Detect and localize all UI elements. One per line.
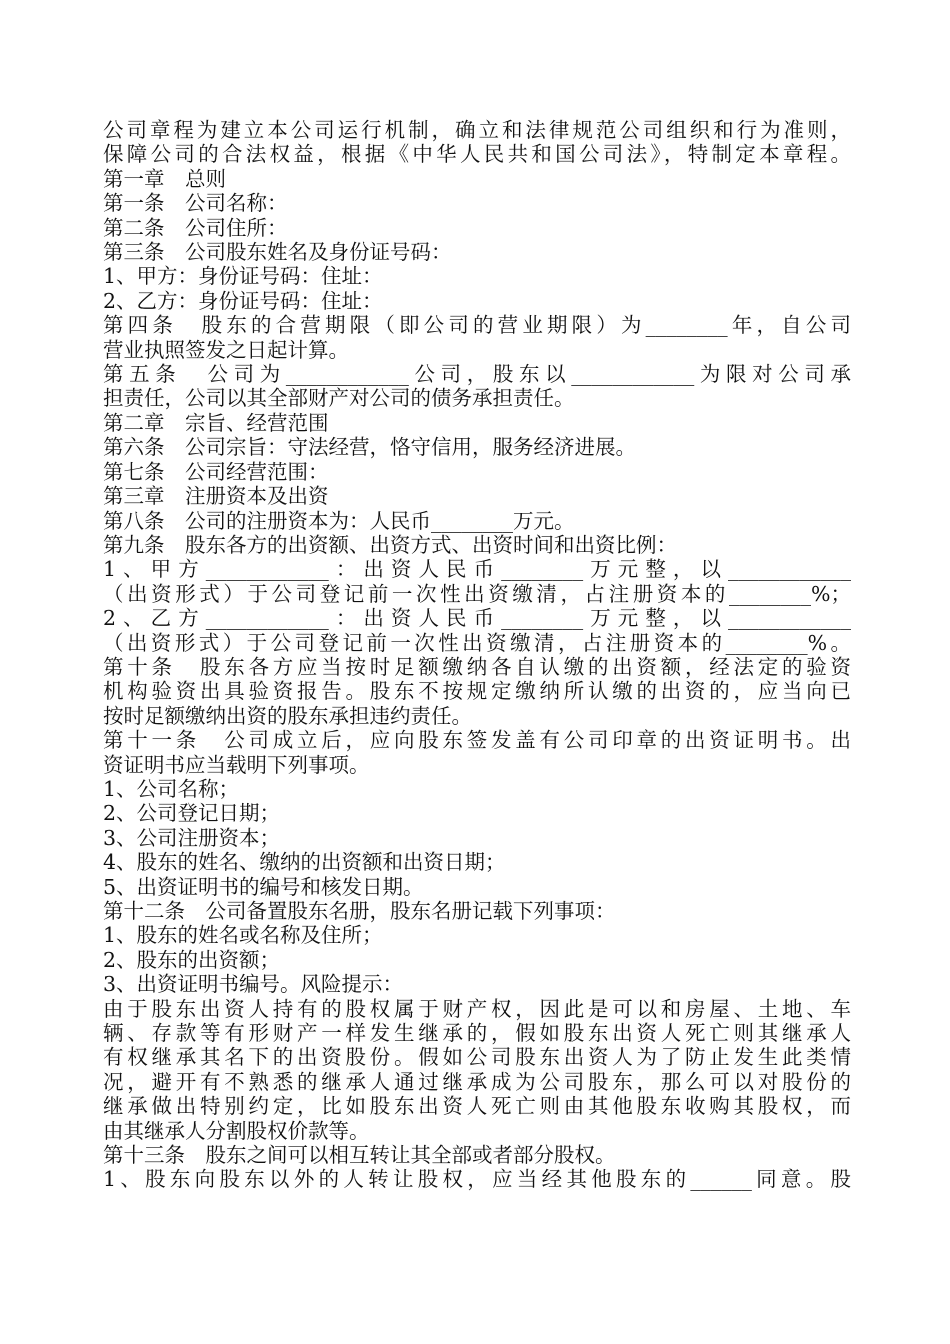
text-line: 资证明书应当载明下列事项。 [103,752,370,777]
article-line: 第五条 公司为____________公司，股东以____________为限对公司承 [103,362,851,387]
list-item: 5、出资证明书的编号和核发日期。 [103,874,424,899]
text-line: 由于股东出资人持有的股权属于财产权，因此是可以和房屋、土地、车 [103,996,851,1021]
text-line: 营业执照签发之日起计算。 [103,337,349,362]
list-item: 2、乙方：身份证号码：住址： [103,288,383,313]
article-line: 第一条 公司名称： [103,191,288,216]
text-line: 辆、存款等有形财产一样发生继承的，假如股东出资人死亡则其继承人 [103,1021,851,1046]
chapter-heading: 第三章 注册资本及出资 [103,484,329,509]
text-line: 由其继承人分割股权价款等。 [103,1118,370,1143]
document-body [103,118,851,1192]
list-item: 1、甲方：身份证号码：住址： [103,264,383,289]
text-line: 有权继承其名下的出资股份。假如公司股东出资人为了防止发生此类情 [103,1045,851,1070]
list-item: 1、甲方____________：出资人民币________万元整，以____________ [103,557,851,582]
list-item: 4、股东的姓名、缴纳的出资额和出资日期； [103,850,506,875]
article-line: 第十二条 公司备置股东名册，股东名册记载下列事项： [103,899,616,923]
text-line: 继承做出特别约定，比如股东出资人死亡则由其他股东收购其股权，而 [103,1094,851,1119]
list-item: 2、股东的出资额； [103,947,281,972]
text-line: 公司章程为建立本公司运行机制，确立和法律规范公司组织和行为准则， [103,118,851,142]
list-item: 2、乙方____________：出资人民币________万元整，以____________ [103,606,851,631]
list-item: 1、股东向股东以外的人转让股权，应当经其他股东的______同意。股 [103,1167,851,1192]
article-line: 第二条 公司住所： [103,215,288,240]
article-line: 第八条 公司的注册资本为：人民币________万元。 [103,508,575,533]
article-line: 第六条 公司宗旨：守法经营，恪守信用，服务经济进展。 [103,435,636,460]
article-line: 第三条 公司股东姓名及身份证号码： [103,240,452,265]
text-line: 况，避开有不熟悉的继承人通过继承成为公司股东，那么可以对股份的 [103,1069,851,1094]
text-line: 保障公司的合法权益，根据《中华人民共和国公司法》，特制定本章程。 [103,142,851,167]
list-item: 3、出资证明书编号。风险提示： [103,972,404,997]
article-line: 第七条 公司经营范围： [103,459,329,484]
list-item: 1、公司名称； [103,776,240,801]
text-line: 机构验资出具验资报告。股东不按规定缴纳所认缴的出资的，应当向已 [103,679,851,704]
text-line: 担责任，公司以其全部财产对公司的债务承担责任。 [103,386,575,411]
text-line: （出资形式）于公司登记前一次性出资缴清，占注册资本的________%； [103,581,851,606]
chapter-heading: 第一章 总则 [103,166,226,191]
list-item: 2、公司登记日期； [103,801,281,826]
list-item: 1、股东的姓名或名称及住所； [103,923,383,948]
article-line: 第十三条 股东之间可以相互转让其全部或者部分股权。 [103,1143,616,1168]
chapter-heading: 第二章 宗旨、经营范围 [103,410,329,435]
list-item: 3、公司注册资本； [103,825,281,850]
article-line: 第四条 股东的合营期限（即公司的营业期限）为________年，自公司 [103,313,851,338]
text-line: 按时足额缴纳出资的股东承担违约责任。 [103,703,472,728]
article-line: 第九条 股东各方的出资额、出资方式、出资时间和出资比例： [103,532,677,557]
text-line: （出资形式）于公司登记前一次性出资缴清，占注册资本的________%。 [103,630,851,655]
article-line: 第十一条 公司成立后，应向股东签发盖有公司印章的出资证明书。出 [103,728,851,753]
article-line: 第十条 股东各方应当按时足额缴纳各自认缴的出资额，经法定的验资 [103,654,851,679]
